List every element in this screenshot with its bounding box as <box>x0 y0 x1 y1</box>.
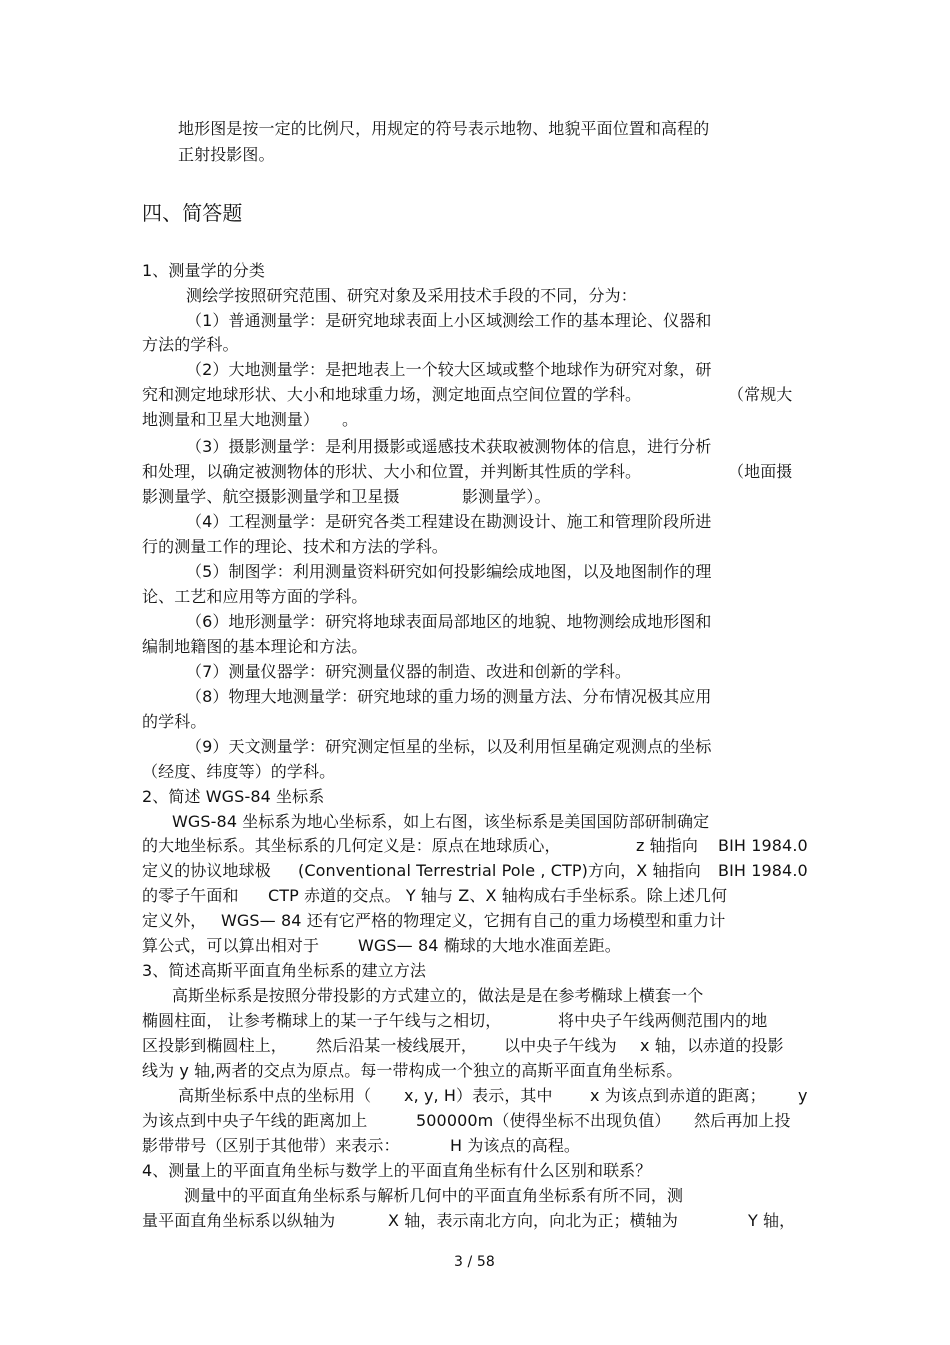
q1-item-2-line-3: 地测量和卫星大地测量） <box>142 410 320 429</box>
q3-line-4: 线为 y 轴,两者的交点为原点。每一带构成一个独立的高斯平面直角坐标系。 <box>142 1061 683 1080</box>
q3-line-5c: x 为该点到赤道的距离； <box>590 1086 766 1105</box>
q3-line-2a: 椭圆柱面， 让参考椭球上的某一子午线与之相切， <box>142 1011 502 1030</box>
q2-line-1: WGS-84 坐标系为地心坐标系，如上右图，该坐标系是美国国防部研制确定 <box>172 812 710 831</box>
q1-item-4-line-1: （4）工程测量学：是研究各类工程建设在勘测设计、施工和管理阶段所进 <box>186 512 712 531</box>
q1-item-3-line-2-note: （地面摄 <box>728 462 793 481</box>
q1-item-7-line-1: （7）测量仪器学：研究测量仪器的制造、改进和创新的学科。 <box>186 662 631 681</box>
page-number: 3 / 58 <box>454 1254 495 1270</box>
q1-item-2-line-1: （2）大地测量学：是把地表上一个较大区域或整个地球作为研究对象，研 <box>186 360 712 379</box>
q1-item-1-line-2: 方法的学科。 <box>142 335 239 354</box>
q1-title: 1、测量学的分类 <box>142 261 265 280</box>
q2-line-5a: 定义外， <box>142 911 207 930</box>
q2-line-2a: 的大地坐标系。其坐标系的几何定义是：原点在地球质心， <box>142 836 561 855</box>
intro-line-2: 正射投影图。 <box>178 145 275 164</box>
q1-item-2-line-3-end: 。 <box>342 410 359 429</box>
q3-line-6b: 500000m（使得坐标不出现负值） <box>416 1111 671 1130</box>
q3-line-5b: x, y, H）表示，其中 <box>404 1086 553 1105</box>
q1-item-3-line-3a: 影测量学、航空摄影测量学和卫星摄 <box>142 487 400 506</box>
q1-item-6-line-1: （6）地形测量学：研究将地球表面局部地区的地貌、地物测绘成地形图和 <box>186 612 712 631</box>
q2-line-4a: 的零子午面和 <box>142 886 239 905</box>
q3-line-5d: y <box>798 1086 808 1105</box>
q2-line-2b: z 轴指向 <box>636 836 698 855</box>
q3-line-3b: 然后沿某一棱线展开， <box>316 1036 478 1055</box>
q1-item-4-line-2: 行的测量工作的理论、技术和方法的学科。 <box>142 537 448 556</box>
q3-line-7b: H 为该点的高程。 <box>450 1136 581 1155</box>
q3-line-5a: 高斯坐标系中点的坐标用（ <box>178 1086 372 1105</box>
q4-line-2a: 量平面直角坐标系以纵轴为 <box>142 1211 336 1230</box>
q1-item-2-line-2-note: （常规大 <box>728 385 793 404</box>
q1-item-3-line-2: 和处理，以确定被测物体的形状、大小和位置，并判断其性质的学科。 <box>142 462 642 481</box>
q2-line-3a: 定义的协议地球极 <box>142 861 271 880</box>
q3-line-3c: 以中央子午线为 <box>504 1036 617 1055</box>
q4-title: 4、测量上的平面直角坐标与数学上的平面直角坐标有什么区别和联系？ <box>142 1161 652 1180</box>
q1-item-8-line-1: （8）物理大地测量学：研究地球的重力场的测量方法、分布情况极其应用 <box>186 687 712 706</box>
q3-line-3a: 区投影到椭圆柱上， <box>142 1036 287 1055</box>
q3-line-7a: 影带带号（区别于其他带）来表示： <box>142 1136 400 1155</box>
q2-line-2c: BIH 1984.0 <box>718 836 808 855</box>
q1-item-8-line-2: 的学科。 <box>142 712 207 731</box>
q4-line-2c: Y 轴， <box>748 1211 796 1230</box>
q1-lead: 测绘学按照研究范围、研究对象及采用技术手段的不同，分为： <box>186 286 637 305</box>
q1-item-5-line-1: （5）制图学：利用测量资料研究如何投影编绘成地图，以及地图制作的理 <box>186 562 712 581</box>
q2-line-3c: 方向，X 轴指向 <box>588 861 701 880</box>
q2-line-6a: 算公式，可以算出相对于 <box>142 936 320 955</box>
q1-item-2-line-2: 究和测定地球形状、大小和地球重力场，测定地面点空间位置的学科。 <box>142 385 642 404</box>
q3-title: 3、简述高斯平面直角坐标系的建立方法 <box>142 961 426 980</box>
q2-line-3b: (Conventional Terrestrial Pole , CTP) <box>298 861 588 880</box>
q2-line-4b: CTP 赤道的交点。 Y 轴与 Z、X 轴构成右手坐标系。除上述几何 <box>268 886 728 905</box>
q3-line-2b: 将中央子午线两侧范围内的地 <box>558 1011 768 1030</box>
q2-line-3d: BIH 1984.0 <box>718 861 808 880</box>
q3-line-1: 高斯坐标系是按照分带投影的方式建立的，做法是是在参考椭球上横套一个 <box>172 986 704 1005</box>
q1-item-3-line-3b: 影测量学）。 <box>462 487 551 506</box>
q1-item-3-line-1: （3）摄影测量学：是利用摄影或遥感技术获取被测物体的信息，进行分析 <box>186 437 712 456</box>
q3-line-6a: 为该点到中央子午线的距离加上 <box>142 1111 368 1130</box>
q2-line-6b: WGS— 84 椭球的大地水准面差距。 <box>358 936 621 955</box>
q3-line-3d: x 轴，以赤道的投影 <box>640 1036 784 1055</box>
q2-line-5b: WGS— 84 还有它严格的物理定义，它拥有自己的重力场模型和重力计 <box>221 911 726 930</box>
q4-line-2b: X 轴，表示南北方向，向北为正；横轴为 <box>388 1211 678 1230</box>
q1-item-9-line-1: （9）天文测量学：研究测定恒星的坐标，以及利用恒星确定观测点的坐标 <box>186 737 712 756</box>
q3-line-6c: 然后再加上投 <box>694 1111 791 1130</box>
q1-item-1-line-1: （1）普通测量学：是研究地球表面上小区域测绘工作的基本理论、仪器和 <box>186 311 712 330</box>
q4-line-1: 测量中的平面直角坐标系与解析几何中的平面直角坐标系有所不同，测 <box>184 1186 684 1205</box>
q1-item-5-line-2: 论、工艺和应用等方面的学科。 <box>142 587 368 606</box>
intro-line-1: 地形图是按一定的比例尺，用规定的符号表示地物、地貌平面位置和高程的 <box>178 119 710 138</box>
q1-item-9-line-2: （经度、纬度等）的学科。 <box>142 762 336 781</box>
q2-title: 2、简述 WGS-84 坐标系 <box>142 787 325 806</box>
q1-item-6-line-2: 编制地籍图的基本理论和方法。 <box>142 637 368 656</box>
section-title: 四、简答题 <box>142 201 243 225</box>
